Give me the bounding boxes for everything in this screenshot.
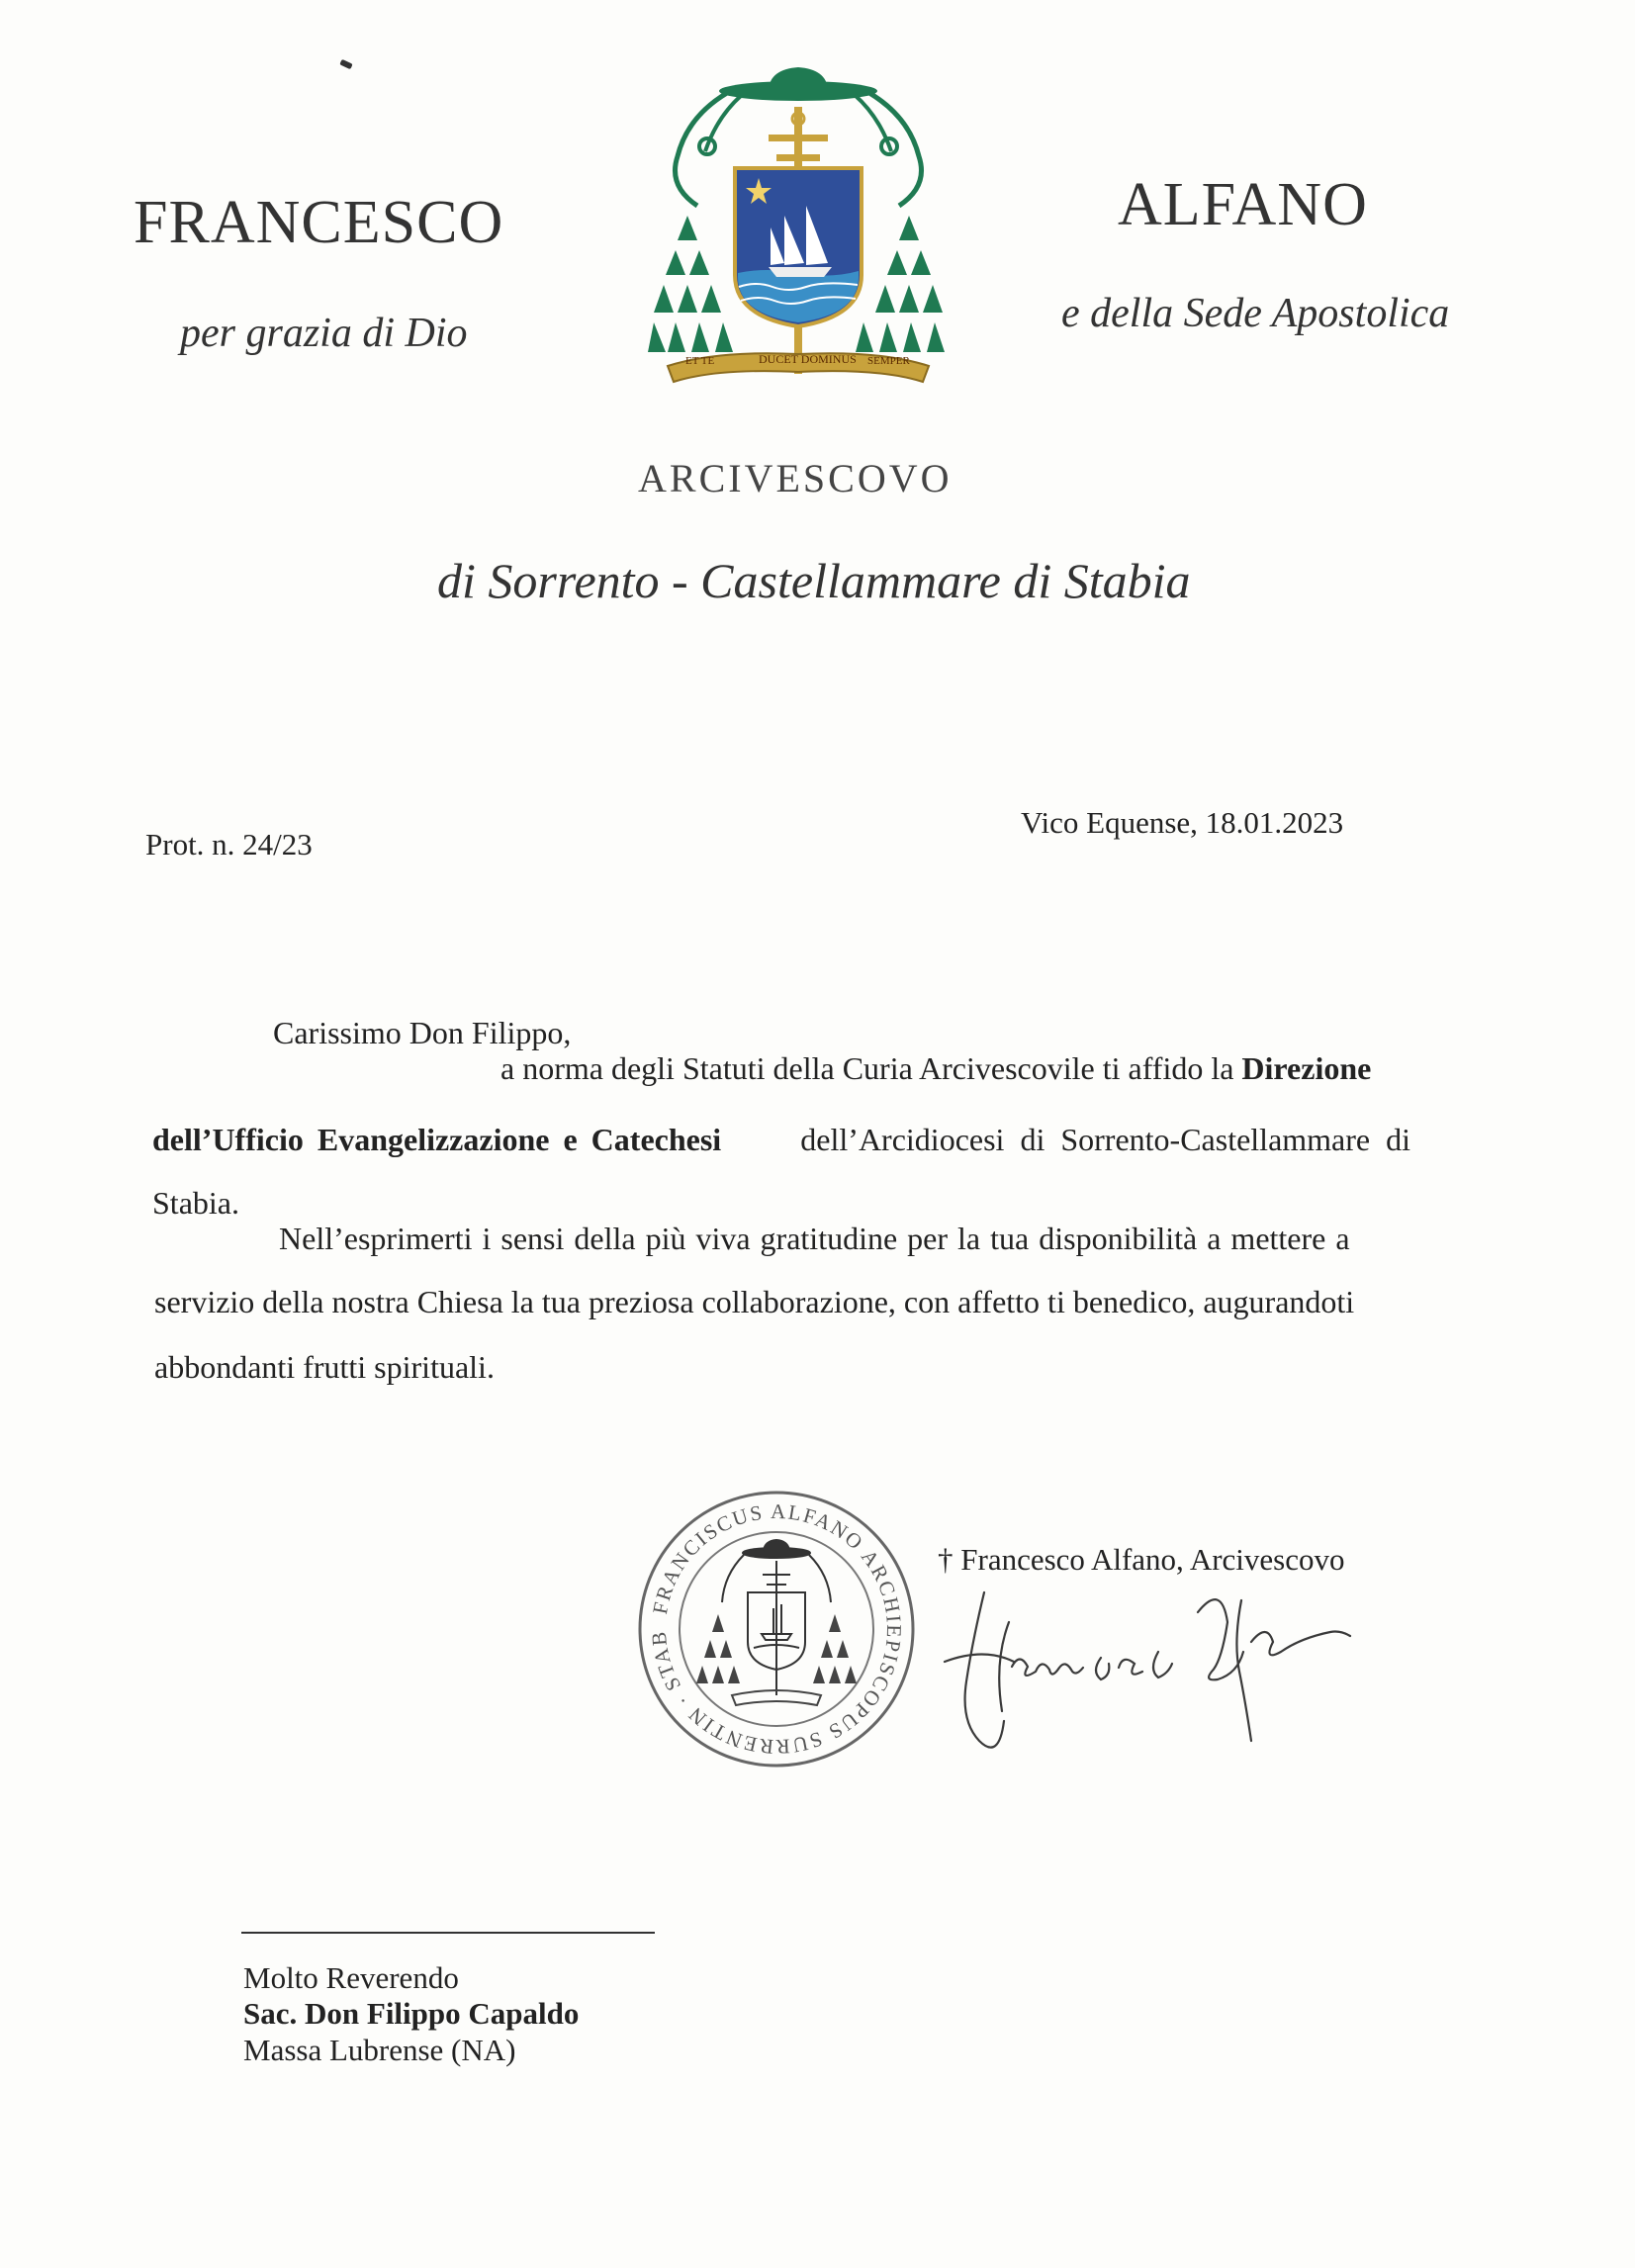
place-date: Vico Equense, 18.01.2023	[1021, 805, 1344, 840]
archbishop-seal	[633, 1486, 920, 1772]
motto-left: ET TE	[685, 355, 715, 367]
scan-speck	[339, 59, 352, 70]
motto-center: DUCET DOMINUS	[759, 352, 857, 366]
header-grace-right: e della Sede Apostolica	[1061, 291, 1450, 336]
protocol-number: Prot. n. 24/23	[145, 827, 313, 862]
recipient-separator	[241, 1932, 655, 1934]
recipient-line-3: Massa Lubrense (NA)	[243, 2033, 516, 2067]
paragraph-2-line-1: Nell’esprimerti i sensi della più viva gratitudine per la tua disponibilità a mettere a	[279, 1221, 1350, 1256]
paragraph-1-intro: a norma degli Statuti della Curia Arcivescovile ti affido la	[500, 1050, 1234, 1086]
recipient-line-2: Sac. Don Filippo Capaldo	[243, 1996, 580, 2031]
header-see: di Sorrento - Castellammare di Stabia	[437, 553, 1191, 608]
paragraph-1-line-1	[500, 1052, 1371, 1084]
paragraph-1-bold-b: dell’Ufficio Evangelizzazione e Catechesi	[152, 1122, 722, 1157]
paragraph-1-line-2	[152, 1124, 1410, 1155]
header-role: ARCIVESCOVO	[638, 456, 953, 500]
paragraph-2-line-2: servizio della nostra Chiesa la tua preziosa collaborazione, con affetto ti benedico, augurandoti	[154, 1284, 1355, 1319]
paragraph-1-end: Stabia.	[152, 1185, 239, 1221]
header-name-first: FRANCESCO	[134, 189, 504, 256]
salutation: Carissimo Don Filippo,	[273, 1015, 572, 1050]
seal-stamp-icon	[633, 1486, 920, 1772]
paragraph-1-bold-a: Direzione	[1241, 1050, 1372, 1086]
recipient-line-1: Molto Reverendo	[243, 1960, 459, 1995]
coat-of-arms	[648, 57, 950, 394]
handwritten-signature	[925, 1573, 1380, 1770]
seal-text: FRANCISCUS ALFANO ARCHIEPISCOPUS SURRENTIN · STAB	[646, 1498, 907, 1760]
header-name-last: ALFANO	[1118, 171, 1368, 238]
header-grace-left: per grazia di Dio	[180, 311, 468, 356]
signature-scribble-icon	[925, 1573, 1380, 1770]
paragraph-1-rest: dell’Arcidiocesi di Sorrento-Castellammare di	[800, 1122, 1410, 1157]
paragraph-2-line-3: abbondanti frutti spirituali.	[154, 1349, 495, 1385]
signature-printed-name: † Francesco Alfano, Arcivescovo	[938, 1542, 1345, 1577]
motto-right: SEMPER	[867, 355, 910, 367]
coat-of-arms-icon	[648, 57, 950, 394]
